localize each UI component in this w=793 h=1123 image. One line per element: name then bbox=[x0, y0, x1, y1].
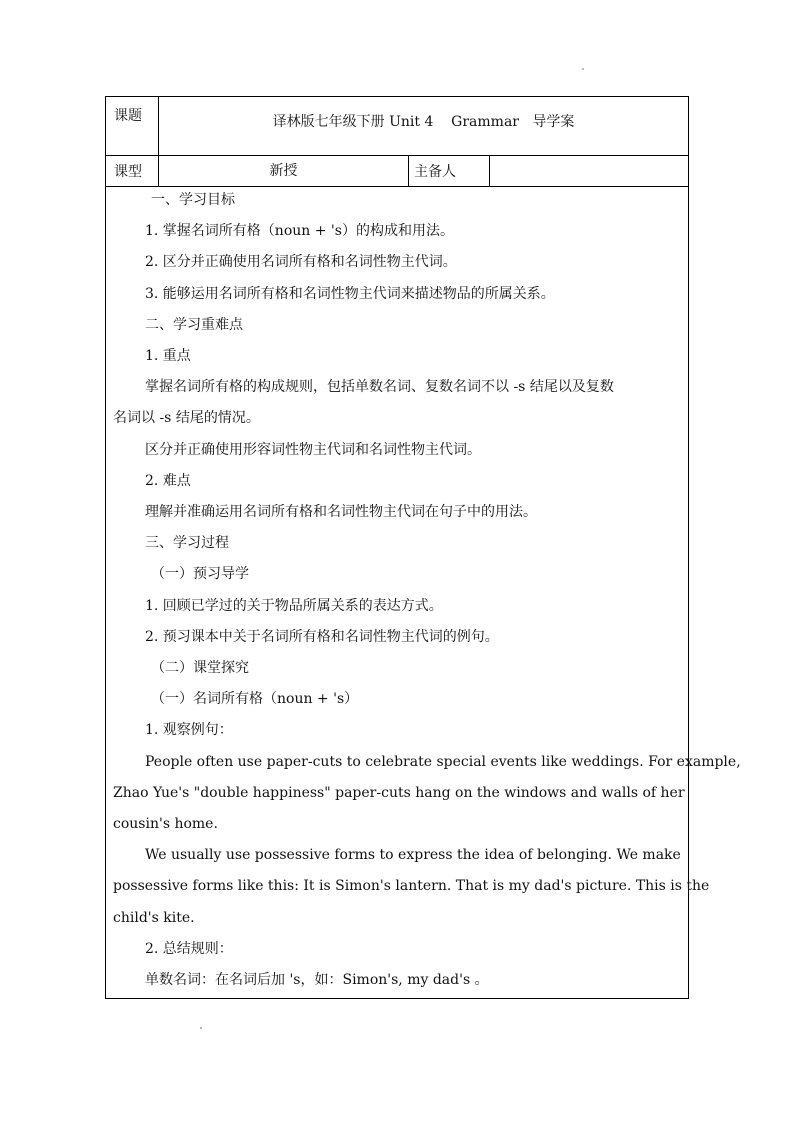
body-line: 1. 观察例句： bbox=[145, 722, 233, 739]
lesson-title: 译林版七年级下册 Unit 4 Grammar 导学案 bbox=[272, 114, 575, 130]
body-line: 2. 难点 bbox=[145, 472, 191, 489]
col-divider-lead-value bbox=[489, 155, 490, 187]
col-divider-lead-label bbox=[408, 155, 409, 187]
body-line: We usually use possessive forms to express the idea of belonging. We make bbox=[145, 847, 681, 864]
body-line: 理解并准确运用名词所有格和名词性物主代词在句子中的用法。 bbox=[145, 504, 537, 520]
corner-mark-bottom bbox=[200, 1027, 202, 1029]
body-line: 2. 预习课本中关于名词所有格和名词性物主代词的例句。 bbox=[145, 628, 499, 645]
body-line: 1. 回顾已学过的关于物品所属关系的表达方式。 bbox=[145, 597, 443, 614]
body-line: 1. 重点 bbox=[145, 348, 191, 364]
type-value: 新授 bbox=[269, 163, 298, 179]
corner-mark-top bbox=[582, 68, 584, 70]
body-line: 一、学习目标 bbox=[151, 192, 235, 208]
type-label: 课型 bbox=[114, 164, 142, 180]
body-line: 单数名词：在名词后加 's，如：Simon's, my dad's 。 bbox=[145, 972, 489, 988]
row-divider-2 bbox=[106, 186, 688, 187]
body-line: cousin's home. bbox=[113, 816, 218, 832]
body-line: （二）课堂探究 bbox=[151, 660, 249, 676]
body-line: 2. 区分并正确使用名词所有格和名词性物主代词。 bbox=[145, 254, 457, 271]
body-line: 掌握名词所有格的构成规则，包括单数名词、复数名词不以 -s 结尾以及复数 bbox=[145, 379, 614, 396]
body-line: 3. 能够运用名词所有格和名词性物主代词来描述物品的所属关系。 bbox=[145, 285, 555, 302]
body-line: 1. 掌握名词所有格（noun + 's）的构成和用法。 bbox=[145, 223, 454, 240]
body-line: possessive forms like this: It is Simon's lantern. That is my dad's picture. This is the bbox=[113, 878, 710, 895]
body-line: 二、学习重难点 bbox=[145, 316, 243, 333]
body-line: People often use paper-cuts to celebrate special events like weddings. For example, bbox=[145, 753, 741, 770]
title-label: 课题 bbox=[114, 108, 142, 124]
body-line: child's kite. bbox=[113, 909, 195, 926]
body-line: 2. 总结规则： bbox=[145, 940, 233, 957]
body-line: 名词以 -s 结尾的情况。 bbox=[113, 410, 260, 427]
row-divider-1 bbox=[106, 155, 688, 156]
body-line: 区分并正确使用形容词性物主代词和名词性物主代词。 bbox=[145, 441, 481, 458]
body-line: （一）名词所有格（noun + 's） bbox=[151, 691, 359, 708]
lead-label: 主备人 bbox=[414, 164, 456, 180]
body-line: Zhao Yue's "double happiness" paper-cuts hang on the windows and walls of her bbox=[113, 784, 685, 801]
body-line: （一）预习导学 bbox=[151, 566, 249, 583]
body-line: 三、学习过程 bbox=[145, 535, 229, 552]
